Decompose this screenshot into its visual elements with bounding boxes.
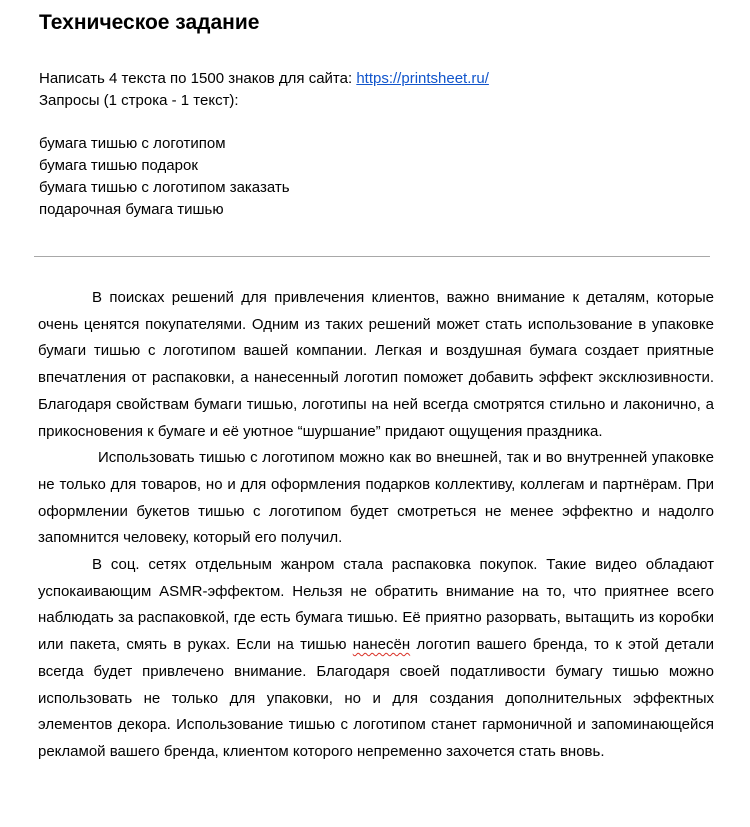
queries-list — [39, 133, 290, 221]
document-title: Техническое задание — [39, 11, 260, 34]
paragraph-3 — [38, 552, 714, 766]
query-item: подарочная бумага тишью — [39, 201, 224, 218]
query-item: бумага тишью с логотипом заказать — [39, 179, 290, 196]
spellcheck-flagged-word[interactable]: нанесён — [352, 636, 411, 654]
query-item: бумага тишью с логотипом — [39, 135, 226, 152]
paragraph-3-text-end: логотип вашего бренда, то к этой детали всегда будет привлечено внимание. Благодаря своей податливости бумагу тишью можно использовать не только для упаковки, но и для создания дополнительных эффектных элементов декора. Использование тишью с логотипом станет гармоничной и запоминающейся рекламой вашего бренда, клиентом которого непременно захочется стать вновь. — [38, 636, 714, 760]
paragraph-3-text-start: В соц. сетях отдельным жанром стала распаковка покупок. Такие видео обладают успокаивающим ASMR-эффектом. Нельзя не обратить внимание на то, что приятнее всего наблюдать за распаковкой, где есть бумага тишью. Её приятно разорвать, вытащить из коробки или пакета, смять в руках. Если на тишью — [38, 556, 714, 654]
task-line — [39, 68, 489, 90]
queries-label: Запросы (1 строка - 1 текст): — [39, 92, 239, 109]
query-item: бумага тишью подарок — [39, 157, 198, 174]
task-text: Написать 4 текста по 1500 знаков для сайта: — [39, 70, 357, 87]
site-link[interactable]: https://printsheet.ru/ — [356, 70, 489, 87]
task-block — [39, 68, 489, 112]
paragraph-2: Использовать тишью с логотипом можно как во внешней, так и во внутренней упаковке не только для товаров, но и для оформления подарков коллективу, коллегам и партнёрам. При оформлении букетов тишью с логотипом будет смотреться не менее эффектно и надолго запомнится человеку, который его получил. — [38, 449, 714, 547]
article-body — [38, 285, 714, 766]
horizontal-divider — [34, 256, 710, 257]
paragraph-1: В поисках решений для привлечения клиентов, важно внимание к деталям, которые очень ценятся покупателями. Одним из таких решений может стать использование в упаковке бумаги тишью с логотипом вашей компании. Легкая и воздушная бумага создает приятные впечатления от распаковки, а нанесенный логотип поможет добавить эффект эксклюзивности. Благодаря свойствам бумаги тишью, логотипы на ней всегда смотрятся стильно и лаконично, а прикосновения к бумаге и её уютное “шуршание” придают ощущения праздника. — [38, 289, 714, 440]
